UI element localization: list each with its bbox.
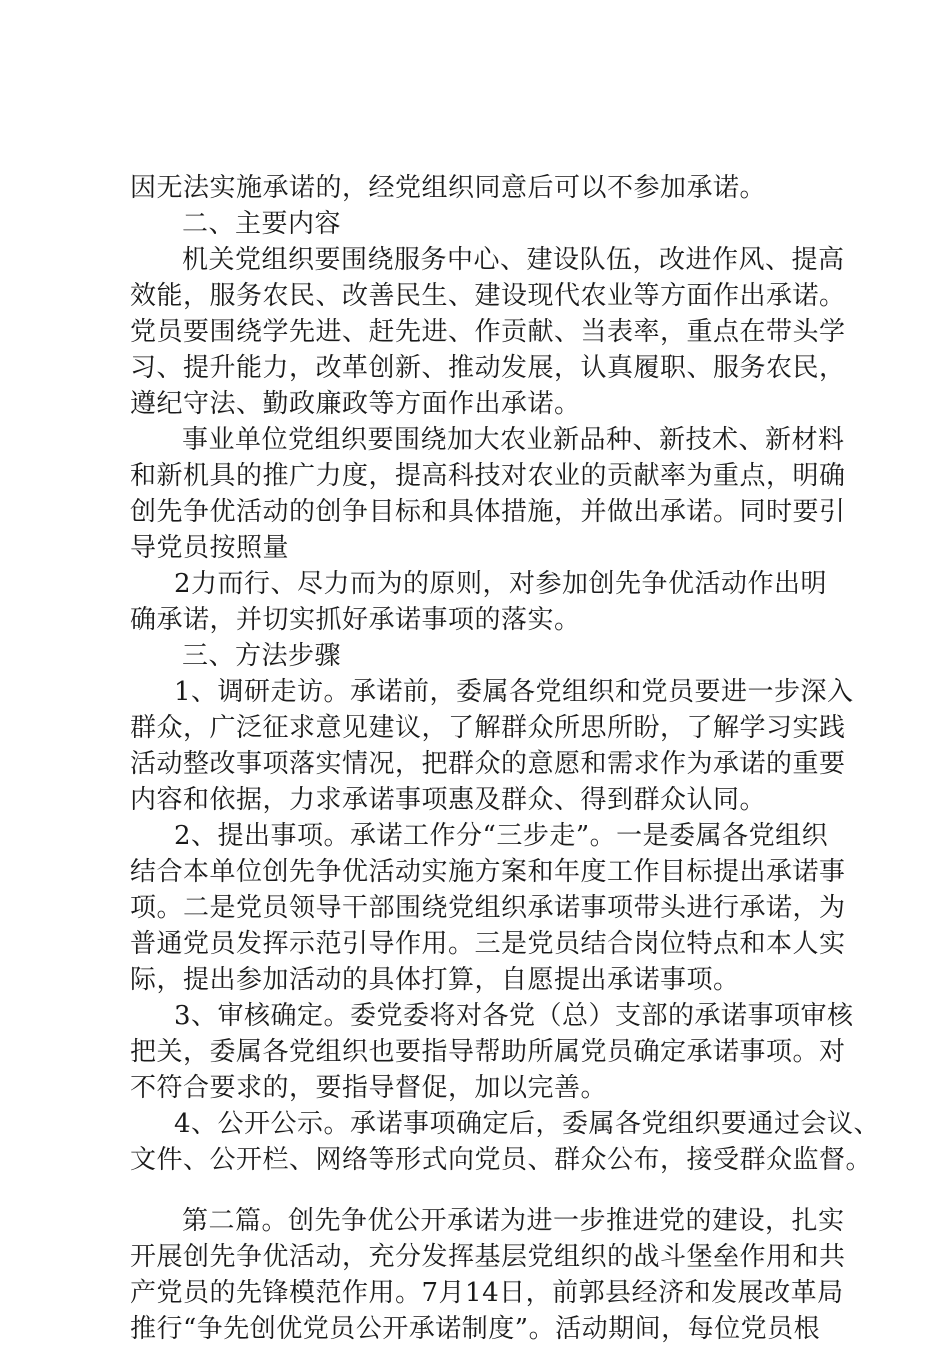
text-line: 普通党员发挥示范引导作用。三是党员结合岗位特点和本人实 [130, 929, 846, 959]
text-line: 习、提升能力，改革创新、推动发展，认真履职、服务农民， [130, 353, 846, 383]
text-line: 2、提出事项。承诺工作分“三步走”。一是委属各党组织 [174, 821, 829, 851]
text-line: 内容和依据，力求承诺事项惠及群众、得到群众认同。 [130, 785, 767, 815]
text-line: 创先争优活动的创争目标和具体措施，并做出承诺。同时要引 [130, 497, 846, 527]
text-line: 不符合要求的，要指导督促，加以完善。 [130, 1073, 608, 1103]
text-line: 导党员按照量 [130, 533, 290, 563]
text-line: 3、审核确定。委党委将对各党（总）支部的承诺事项审核 [174, 1001, 854, 1031]
text-line: 事业单位党组织要围绕加大农业新品种、新技术、新材料 [182, 425, 845, 455]
text-line: 效能，服务农民、改善民生、建设现代农业等方面作出承诺。 [130, 281, 846, 311]
text-line: 活动整改事项落实情况，把群众的意愿和需求作为承诺的重要 [130, 749, 846, 779]
text-line: 第二篇。创先争优公开承诺为进一步推进党的建设，扎实 [182, 1206, 845, 1236]
text-line: 和新机具的推广力度，提高科技对农业的贡献率为重点，明确 [130, 461, 846, 491]
text-line: 产党员的先锋模范作用。7月14日，前郭县经济和发展改革局 [130, 1278, 844, 1308]
text-line: 4、公开公示。承诺事项确定后，委属各党组织要通过会议、 [174, 1109, 881, 1139]
text-line: 因无法实施承诺的，经党组织同意后可以不参加承诺。 [130, 173, 767, 203]
text-line: 开展创先争优活动，充分发挥基层党组织的战斗堡垒作用和共 [130, 1242, 846, 1272]
text-line: 推行“争先创优党员公开承诺制度”。活动期间，每位党员根 [130, 1314, 821, 1344]
text-line: 党员要围绕学先进、赶先进、作贡献、当表率，重点在带头学 [130, 317, 846, 347]
text-line: 遵纪守法、勤政廉政等方面作出承诺。 [130, 389, 581, 419]
text-line: 结合本单位创先争优活动实施方案和年度工作目标提出承诺事 [130, 857, 846, 887]
text-line: 机关党组织要围绕服务中心、建设队伍，改进作风、提高 [182, 245, 845, 275]
text-line: 2力而行、尽力而为的原则，对参加创先争优活动作出明 [174, 569, 828, 599]
text-line: 文件、公开栏、网络等形式向党员、群众公布，接受群众监督。 [130, 1145, 873, 1175]
text-line: 确承诺，并切实抓好承诺事项的落实。 [130, 605, 581, 635]
section-heading: 三、方法步骤 [182, 641, 342, 671]
text-line: 项。二是党员领导干部围绕党组织承诺事项带头进行承诺，为 [130, 893, 846, 923]
text-line: 1、调研走访。承诺前，委属各党组织和党员要进一步深入 [174, 677, 854, 707]
text-line: 群众，广泛征求意见建议，了解群众所思所盼，了解学习实践 [130, 713, 846, 743]
text-line: 际，提出参加活动的具体打算，自愿提出承诺事项。 [130, 965, 740, 995]
section-heading: 二、主要内容 [182, 209, 342, 239]
text-line: 把关，委属各党组织也要指导帮助所属党员确定承诺事项。对 [130, 1037, 846, 1067]
